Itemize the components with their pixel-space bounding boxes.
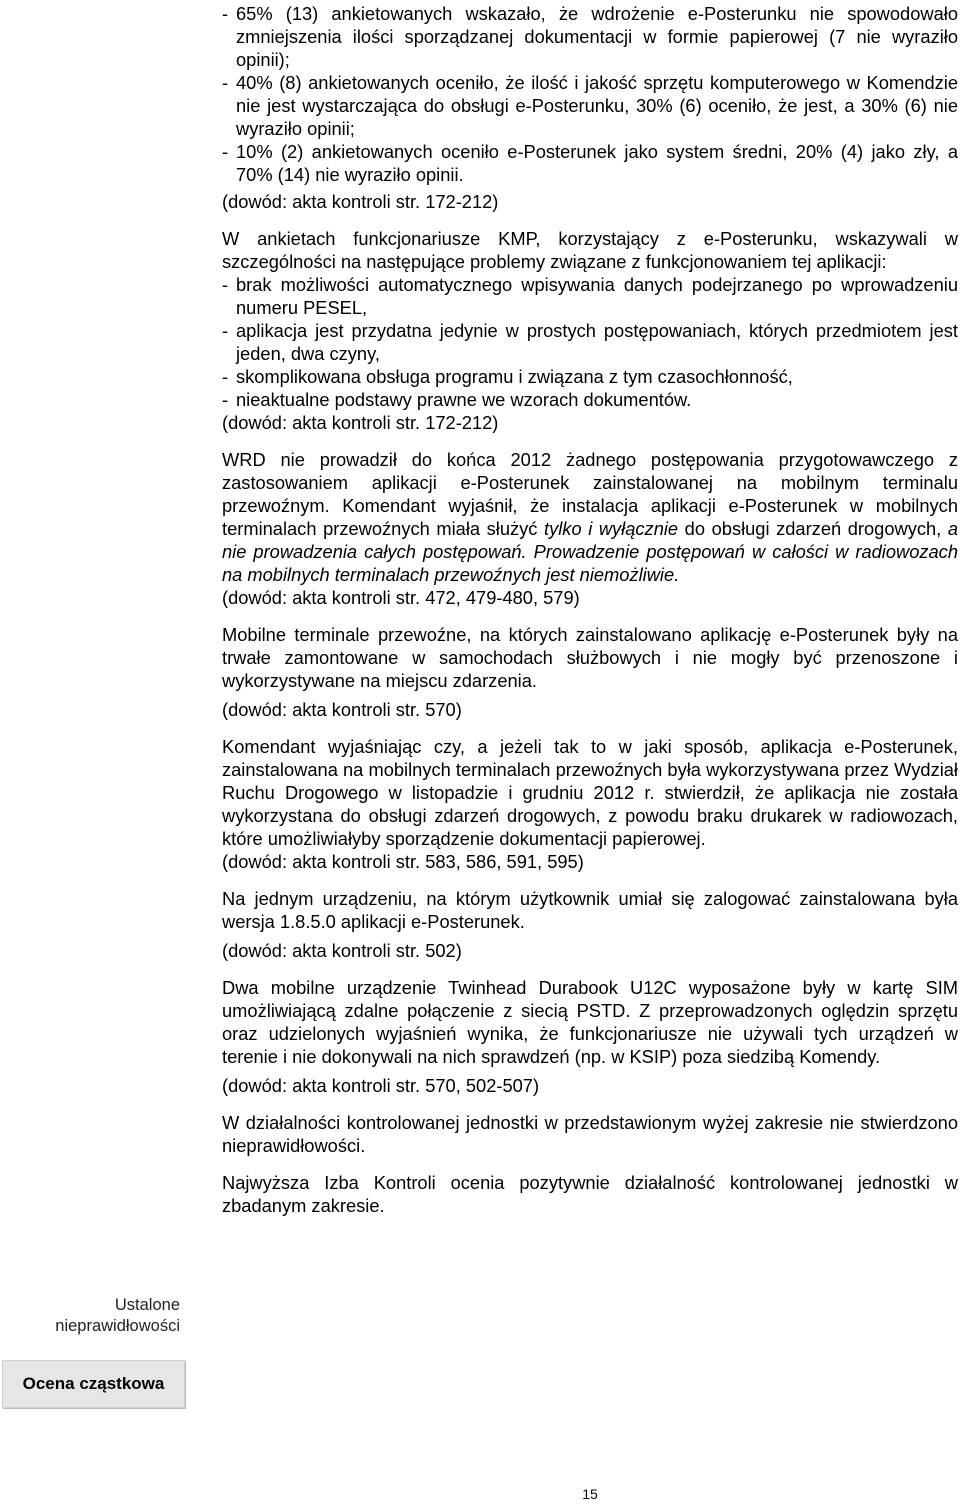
paragraph-terminals: Mobilne terminale przewoźne, na których zainstalowano aplikację e-Posterunek były na trwałe zamontowane w samochodach służbowych i nie mogły być przenoszone i wykorzystywane na miejscu zdarzenia. <box>222 624 958 691</box>
paragraph-irregularities: W działalności kontrolowanej jednostki w przedstawionym wyżej zakresie nie stwierdzono nieprawidłowości. <box>222 1112 958 1156</box>
sidebar-label-line: nieprawidłowości <box>55 1317 180 1335</box>
partial-assessment-box <box>2 1360 185 1408</box>
evidence-reference: (dowód: akta kontroli str. 172-212) <box>222 412 499 433</box>
evidence-reference: (dowód: akta kontroli str. 583, 586, 591, 595) <box>222 851 584 872</box>
paragraph-problems-intro: W ankietach funkcjonariusze KMP, korzystający z e-Posterunku, wskazywali w szczególności na następujące problemy związane z funkcjonowaniem tej aplikacji: <box>222 228 958 272</box>
evidence-reference: (dowód: akta kontroli str. 172-212) <box>222 191 499 212</box>
survey-results-list <box>222 0 958 186</box>
paragraph-version: Na jednym urządzeniu, na którym użytkownik umiał się zalogować zainstalowana była wersja 1.8.5.0 aplikacji e-Posterunek. <box>222 888 958 932</box>
paragraph-commander: Komendant wyjaśniając czy, a jeżeli tak to w jaki sposób, aplikacja e-Posterunek, zainstalowana na mobilnych terminalach przewoźnych była wykorzystywana przez Wydział Ruchu Drogowego w listopadzie i grudniu 2012 r. stwierdził, że aplikacja nie została wykorzystana do obsługi zdarzeń drogowych, z powodu braku drukarek w radiowozach, które umożliwiałyby sporządzenie dokumentacji papierowej. <box>222 736 958 849</box>
list-item: - skomplikowana obsługa programu i związana z tym czasochłonność, <box>222 366 793 387</box>
paragraph-wrd: WRD nie prowadził do końca 2012 żadnego postępowania przygotowawczego z zastosowaniem aplikacji e-Posterunek zainstalowanej na mobilnym terminalu przewoźnym. Komendant wyjaśnił, że instalacja aplikacji e-Posterunek w mobilnych terminalach przewoźnych miała służyć tylko i wyłącznie do obsługi zdarzeń drogowych, a nie prowadzenia całych postępowań. Prowadzenie postępowań w całości w radiowozach na mobilnych terminalach przewoźnych jest niemożliwie. <box>222 449 958 585</box>
paragraph-devices: Dwa mobilne urządzenie Twinhead Durabook U12C wyposażone były w kartę SIM umożliwiającą zdalne połączenie z siecią PSTD. Z przeprowadzonych oględzin sprzętu oraz udzielonych wyjaśnień wynika, że funkcjonariusze nie używali tych urządzeń w terenie i nie dokonywali na nich sprawdzeń (np. w KSIP) poza siedzibą Komendy. <box>222 977 958 1067</box>
evidence-reference: (dowód: akta kontroli str. 502) <box>222 940 462 961</box>
sidebar-label-line: Ustalone <box>114 1296 180 1314</box>
list-item: - 65% (13) ankietowanych wskazało, że wdrożenie e-Posterunku nie spowodowało zmniejszenia ilości sporządzanej dokumentacji w formie papierowej (7 nie wyraziło opinii); <box>222 3 958 70</box>
evidence-reference: (dowód: akta kontroli str. 570) <box>222 699 462 720</box>
list-item: - 40% (8) ankietowanych oceniło, że ilość i jakość sprzętu komputerowego w Komendzie nie jest wystarczająca do obsługi e-Posterunku, 30% (6) oceniło, że jest, a 30% (6) nie wyraziło opinii; <box>222 72 958 139</box>
page-number: 15 <box>582 1486 598 1502</box>
paragraph-assessment: Najwyższa Izba Kontroli ocenia pozytywnie działalność kontrolowanej jednostki w zbadanym zakresie. <box>222 1172 958 1216</box>
list-item: - brak możliwości automatycznego wpisywania danych podejrzanego po wprowadzeniu numeru PESEL, <box>222 274 958 318</box>
evidence-reference: (dowód: akta kontroli str. 472, 479-480, 579) <box>222 587 580 608</box>
document-body <box>222 0 958 1217</box>
list-item: - aplikacja jest przydatna jedynie w prostych postępowaniach, których przedmiotem jest jeden, dwa czyny, <box>222 320 958 364</box>
partial-assessment-label: Ocena cząstkowa <box>22 1374 165 1393</box>
problems-list <box>222 273 958 411</box>
list-item: - nieaktualne podstawy prawne we wzorach dokumentów. <box>222 389 692 410</box>
list-item: - 10% (2) ankietowanych oceniło e-Posterunek jako system średni, 20% (4) jako zły, a 70% (14) nie wyraziło opinii. <box>222 141 958 185</box>
sidebar-irregularities-label <box>40 1295 180 1337</box>
evidence-reference: (dowód: akta kontroli str. 570, 502-507) <box>222 1075 540 1096</box>
